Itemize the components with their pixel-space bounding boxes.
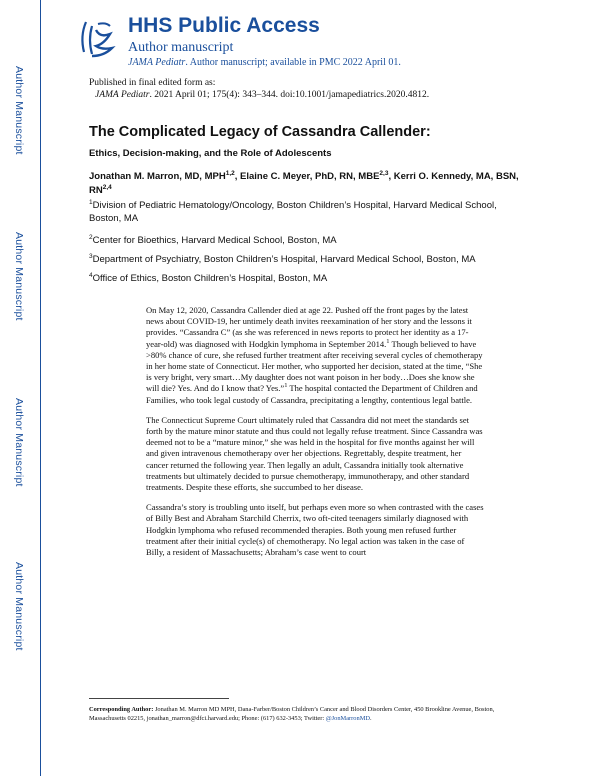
body-paragraph xyxy=(146,305,484,406)
availability-text: . Author manuscript; available in PMC 2022 April 01. xyxy=(185,57,401,68)
sidebar-label-author-manuscript: Author Manuscript xyxy=(13,232,25,321)
reference-link[interactable]: 1 xyxy=(386,337,390,345)
body-text-segment: Though believed to have >80% chance of cure, she refused further treatment after receiving several cycles of chemotherapy in her home state of Connecticut. Her mother, who supported her decision, stated at the time, “She is very bright, very smart…My daughter does not want poison in her body…Does she know she will die? Yes. And do I know that? Yes.” xyxy=(146,338,483,394)
article-title: The Complicated Legacy of Cassandra Callender: xyxy=(89,124,431,140)
footnote-end: . xyxy=(370,715,372,723)
hhs-public-access-title: HHS Public Access xyxy=(128,14,320,37)
body-text-segment: The hospital contacted the Department of Children and Families, who took legal custody of Cassandra, precipitating a lengthy, contentious legal battle. xyxy=(146,383,478,405)
footnote-text: Jonathan M. Marron MD MPH, Dana-Farber/Boston Children’s Cancer and Blood Disorders Center, 450 Brookline Avenue, Boston, Massachusetts 02215, jonathan_marron@dfci.harvard.edu; Phone: (617) 632-3453; Twitter: xyxy=(89,706,495,723)
journal-availability-line xyxy=(128,57,401,68)
affiliation-text: Division of Pediatric Hematology/Oncology, Boston Children’s Hospital, Harvard Medical School, Boston, MA xyxy=(89,200,497,224)
twitter-handle-link[interactable]: @JonMarronMD xyxy=(325,715,370,723)
sidebar-label-author-manuscript: Author Manuscript xyxy=(13,562,25,651)
article-subtitle: Ethics, Decision-making, and the Role of Adolescents xyxy=(89,148,332,159)
author-affiliation-sup: 1,2 xyxy=(225,169,235,177)
citation-line xyxy=(89,89,429,101)
sidebar-label-author-manuscript: Author Manuscript xyxy=(13,398,25,487)
author-manuscript-label: Author manuscript xyxy=(128,40,234,55)
body-text-segment: On May 12, 2020, Cassandra Callender died at age 22. Pushed off the front pages by the latest news about COVID-19, her untimely death invites reexamination of her story and the lessons it provides. “Cassandra C” (as she was referenced in news reports to protect her identity as a 17-year-old) was diagnosed with Hodgkin lymphoma in September 2014. xyxy=(146,305,472,349)
affiliation-text: Department of Psychiatry, Boston Children’s Hospital, Harvard Medical School, Boston, MA xyxy=(92,254,476,265)
affiliation-3 xyxy=(89,254,529,267)
affiliation-4 xyxy=(89,273,529,286)
author-affiliation-sup: 2,3 xyxy=(379,169,389,177)
corresponding-author-note xyxy=(89,705,519,723)
author-name: Elaine C. Meyer, PhD, RN, MBE xyxy=(240,171,380,182)
publication-info xyxy=(89,77,429,101)
footnote-rule xyxy=(89,698,229,699)
body-paragraph: Cassandra’s story is troubling unto itself, but perhaps even more so when contrasted with the cases of Billy Best and Abraham Starchild Cherrix, two oft-cited teenagers similarly diagnosed with Hodgkin lymphoma who refused recommended therapies. Both young men refused further treatment after their initial cycle(s) of chemotherapy. No legal action was taken in the case of Billy, a resident of Massachusetts; Abraham’s case went to court xyxy=(146,502,484,558)
author-name: Jonathan M. Marron, MD, MPH xyxy=(89,171,226,182)
article-body xyxy=(146,305,484,567)
author-name: Kerri O. Kennedy, MA, BSN, RN xyxy=(89,171,519,196)
body-paragraph: The Connecticut Supreme Court ultimately ruled that Cassandra did not meet the standards set forth by the mature minor statute and thus could not legally refuse treatment. Since Cassandra was deemed not to be a “mature minor,” she was held in the hospital for five months against her will and given intravenous chemotherapy over her objections. Regrettably, despite treatment, her cancer returned the following year. Then legally an adult, Cassandra initially took alternative treatments but ultimately decided to pursue chemotherapy, immunotherapy, and other standard treatments. Despite these efforts, she succumbed to her disease. xyxy=(146,414,483,493)
citation-details: . 2021 April 01; 175(4): 343–344. doi:10.1001/jamapediatrics.2020.4812. xyxy=(149,90,430,100)
affiliation-number: 2 xyxy=(89,233,93,241)
reference-link[interactable]: 1 xyxy=(284,382,288,390)
author-list: Jonathan M. Marron, MD, MPH$^{1,2}$, Elaine C. Meyer, PhD, RN, MBE$^{2,3}$, Kerri O. Kennedy, MA, BSN, RN$^{2,4}$ xyxy=(89,169,519,196)
affiliation-number: 3 xyxy=(89,252,93,260)
affiliation-2 xyxy=(89,235,529,248)
sidebar-rule xyxy=(40,0,41,776)
affiliation-text: Office of Ethics, Boston Children’s Hospital, Boston, MA xyxy=(92,273,328,284)
affiliation-text: Center for Bioethics, Harvard Medical School, Boston, MA xyxy=(92,235,337,246)
affiliation-number: 4 xyxy=(89,271,93,279)
affiliation-1 xyxy=(89,200,529,225)
hhs-eagle-icon xyxy=(76,16,118,62)
footnote-label: Corresponding Author: xyxy=(89,706,154,713)
citation-journal: JAMA Pediatr xyxy=(95,90,150,100)
published-label: Published in final edited form as: xyxy=(89,78,216,88)
journal-name: JAMA Pediatr xyxy=(128,57,186,68)
author-affiliation-sup: 2,4 xyxy=(102,183,112,191)
affiliation-number: 1 xyxy=(89,198,93,206)
sidebar-label-author-manuscript: Author Manuscript xyxy=(13,66,25,155)
